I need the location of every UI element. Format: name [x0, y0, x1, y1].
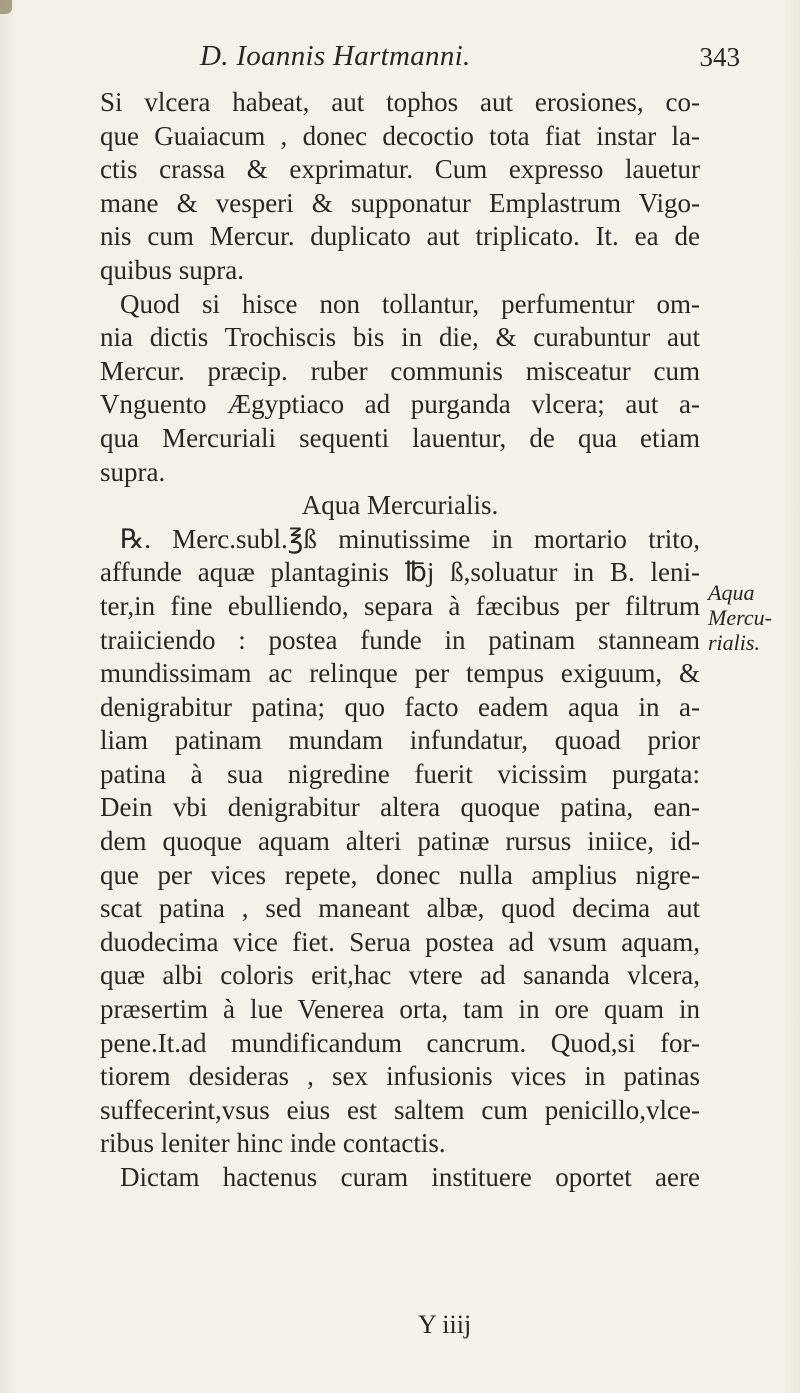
- margin-note: [708, 580, 794, 655]
- margin-note-line: Aqua: [708, 580, 755, 605]
- text-line: ribus leniter hinc inde contactis.: [100, 1128, 446, 1159]
- text-line: pene.It.ad mundificandum cancrum. Quod,si for-: [100, 1027, 700, 1058]
- margin-note-line: Mercu-: [708, 605, 772, 630]
- text-line: patina à sua nigredine fuerit vicissim purgata:: [100, 758, 700, 789]
- text-line: mane & vesperi & supponatur Emplastrum Vigo-: [100, 187, 700, 218]
- text-line: dem quoque aquam alteri patinæ rursus iniice, id-: [100, 826, 700, 857]
- text-line: nia dictis Trochiscis bis in die, & curabuntur aut: [100, 322, 700, 353]
- text-line: qua Mercuriali sequenti lauentur, de qua etiam: [100, 422, 700, 453]
- margin-note-line: rialis.: [708, 630, 760, 655]
- text-line: mundissimam ac relinque per tempus exiguum, &: [100, 658, 700, 689]
- text-line: tiorem desideras , sex infusionis vices in patinas: [100, 1061, 700, 1092]
- text-line: que Guaiacum , donec decoctio tota fiat instar la-: [100, 120, 700, 151]
- text-line: Dein vbi denigrabitur altera quoque patina, ean-: [100, 792, 700, 823]
- text-line: quibus supra.: [100, 254, 244, 285]
- text-line: ℞. Merc.subl.℥ß minutissime in mortario trito,: [120, 523, 700, 554]
- text-line: ter,in fine ebulliendo, separa à fæcibus per filtrum: [100, 590, 700, 621]
- text-line: affunde aquæ plantaginis ℔j ß,soluatur in B. leni-: [100, 557, 700, 588]
- text-line: supra.: [100, 456, 166, 487]
- text-line: Quod si hisce non tollantur, perfumentur om-: [120, 288, 700, 319]
- text-line: quæ albi coloris erit,hac vtere ad sananda vlcera,: [100, 960, 700, 991]
- text-line: ctis crassa & exprimatur. Cum expresso lauetur: [100, 154, 700, 185]
- text-line: scat patina , sed maneant albæ, quod decima aut: [100, 893, 700, 924]
- body-text: [100, 86, 700, 1195]
- text-line: suffecerint,vsus eius est saltem cum penicillo,vlce-: [100, 1094, 700, 1125]
- text-line: Dictam hactenus curam instituere oportet aere: [120, 1162, 700, 1192]
- text-line: duodecima vice fiet. Serua postea ad vsum aquam,: [100, 926, 700, 957]
- text-line: traiiciendo : postea funde in patinam stanneam: [100, 624, 700, 655]
- text-line: præsertim à lue Venerea orta, tam in ore quam in: [100, 994, 700, 1025]
- text-line: que per vices repete, donec nulla amplius nigre-: [100, 859, 700, 890]
- text-line: nis cum Mercur. duplicato aut triplicato. It. ea de: [100, 221, 700, 252]
- text-line: liam patinam mundam infundatur, quoad prior: [100, 725, 700, 756]
- text-line: Si vlcera habeat, aut tophos aut erosiones, co-: [100, 87, 700, 117]
- text-line: Mercur. præcip. ruber communis misceatur cum: [100, 355, 700, 386]
- text-line: denigrabitur patina; quo facto eadem aqua in a-: [100, 691, 700, 722]
- section-heading: Aqua Mercurialis.: [301, 490, 499, 521]
- page-number: 343: [699, 42, 740, 72]
- binding-thread: [0, 0, 12, 14]
- running-head: D. Ioannis Hartmanni.: [200, 40, 471, 72]
- page-header: [100, 40, 740, 90]
- text-line: Vnguento Ægyptiaco ad purganda vlcera; aut a-: [100, 389, 700, 420]
- signature-mark: Y iiij: [418, 1310, 472, 1339]
